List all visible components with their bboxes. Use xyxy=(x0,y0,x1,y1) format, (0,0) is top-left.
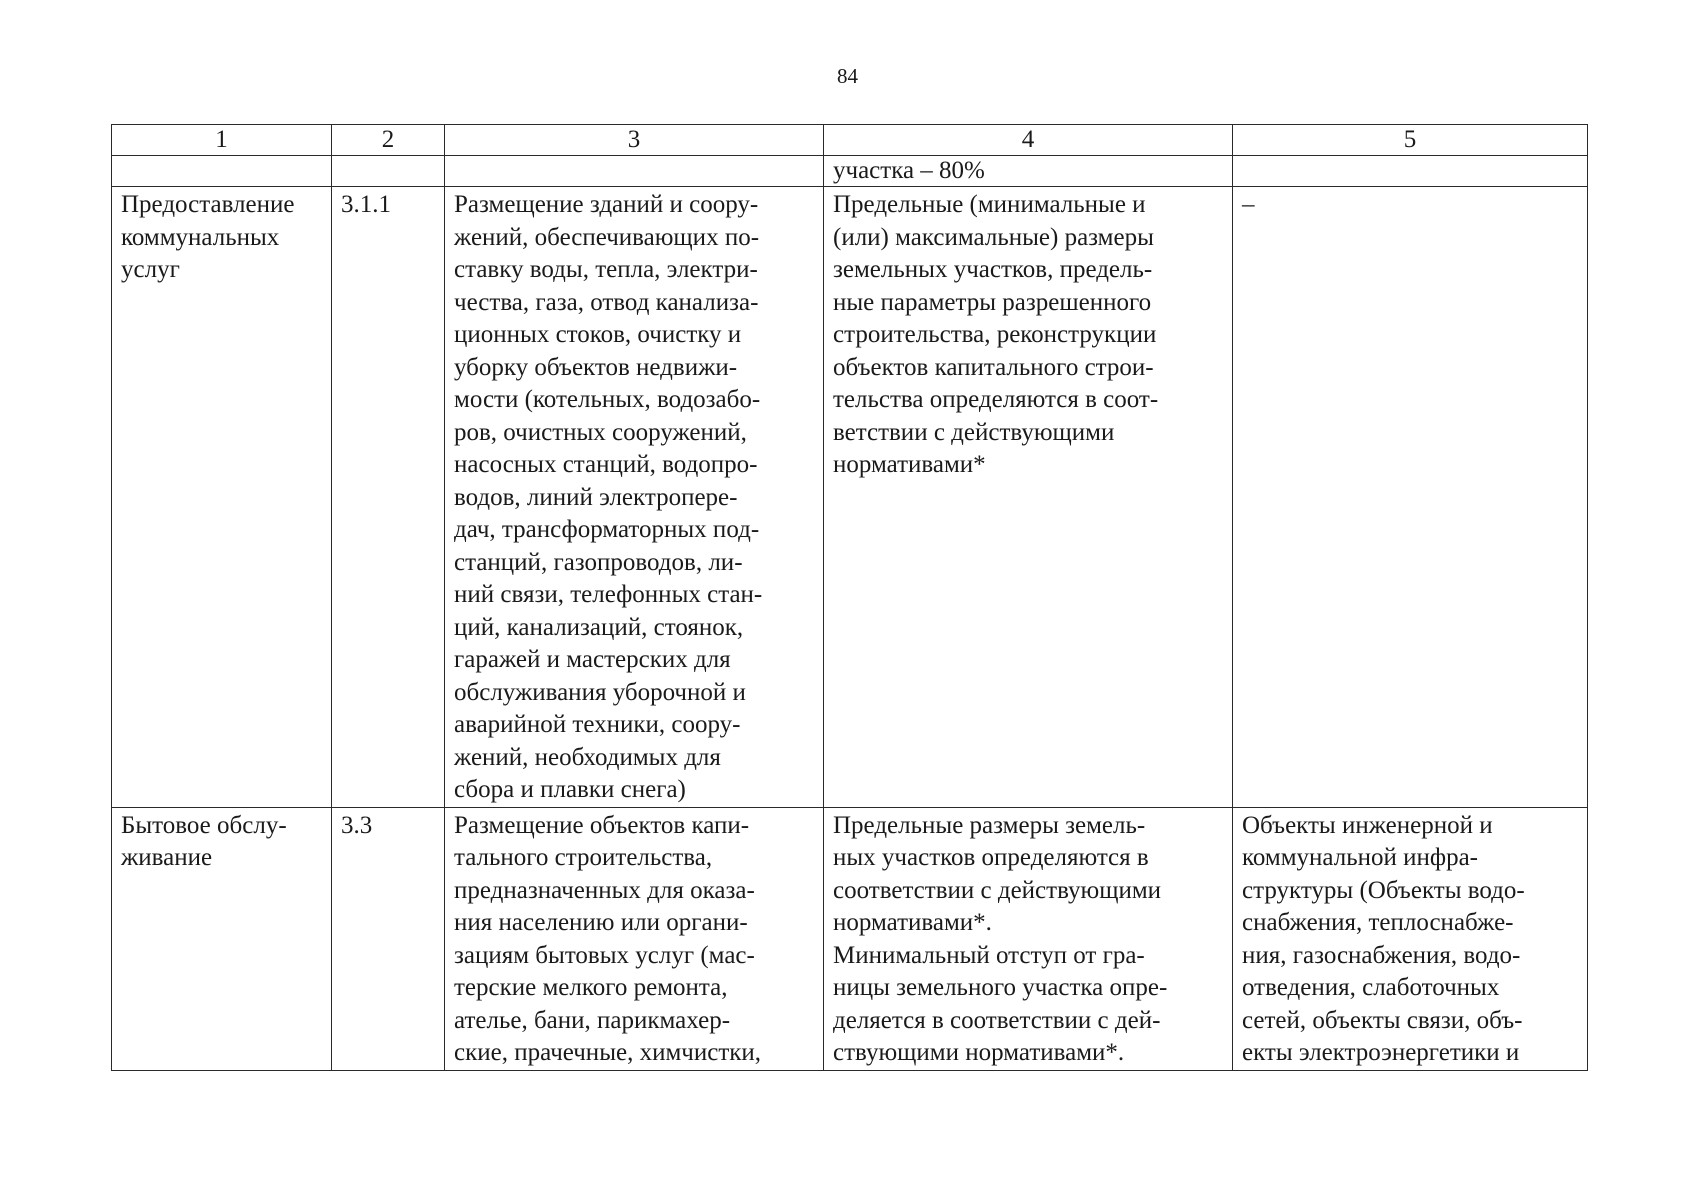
use-type-description: Размещение объектов капи- тального строительства, предназначенных для оказа- ния населению или органи- зациям бытовых услуг (мас- терские мелкого ремонта, ателье, бани, парикмахер- ские, прачечные, химчистки, xyxy=(445,807,824,1070)
page-number: 84 xyxy=(837,64,858,88)
table-cell xyxy=(332,156,445,187)
table-cell xyxy=(1233,156,1588,187)
header-cell-5: 5 xyxy=(1233,125,1588,156)
table-cell: участка – 80% xyxy=(824,156,1233,187)
use-type-name: Предоставление коммунальных услуг xyxy=(112,187,332,808)
header-cell-4: 4 xyxy=(824,125,1233,156)
table-header-row xyxy=(112,125,1588,156)
use-type-name: Бытовое обслу- живание xyxy=(112,807,332,1070)
accessory-uses: – xyxy=(1233,187,1588,808)
use-type-code: 3.3 xyxy=(332,807,445,1070)
table-row xyxy=(112,187,1588,808)
limit-parameters: Предельные размеры земель- ных участков определяются в соответствии с действующими нормативами*. Минимальный отступ от гра- ницы земельного участка опре- деляется в соответствии с дей- ствующими нормативами*. xyxy=(824,807,1233,1070)
header-cell-1: 1 xyxy=(112,125,332,156)
header-cell-2: 2 xyxy=(332,125,445,156)
table-row xyxy=(112,807,1588,1070)
use-type-code: 3.1.1 xyxy=(332,187,445,808)
accessory-uses: Объекты инженерной и коммунальной инфра- структуры (Объекты водо- снабжения, теплоснабже- ния, газоснабжения, водо- отведения, слаботочных сетей, объекты связи, объ- екты электроэнергетики и xyxy=(1233,807,1588,1070)
header-cell-3: 3 xyxy=(445,125,824,156)
table-cell xyxy=(112,156,332,187)
use-type-description: Размещение зданий и соору- жений, обеспечивающих по- ставку воды, тепла, электри- чества, газа, отвод канализа- ционных стоков, очистку и уборку объектов недвижи- мости (котельных, водозабо- ров, очистных сооружений, насосных станций, водопро- водов, линий электропере- дач, трансформаторных под- станций, газопроводов, ли- ний связи, телефонных стан- ций, канализаций, стоянок, гаражей и мастерских для обслуживания уборочной и аварийной техники, соору- жений, необходимых для сбора и плавки снега) xyxy=(445,187,824,808)
continuation-row xyxy=(112,156,1588,187)
table-cell xyxy=(445,156,824,187)
land-use-table xyxy=(111,124,1588,1071)
limit-parameters: Предельные (минимальные и (или) максимальные) размеры земельных участков, предель- ные параметры разрешенного строительства, реконструкции объектов капитального строи- тельства определяются в соот- ветствии с действующими нормативами* xyxy=(824,187,1233,808)
